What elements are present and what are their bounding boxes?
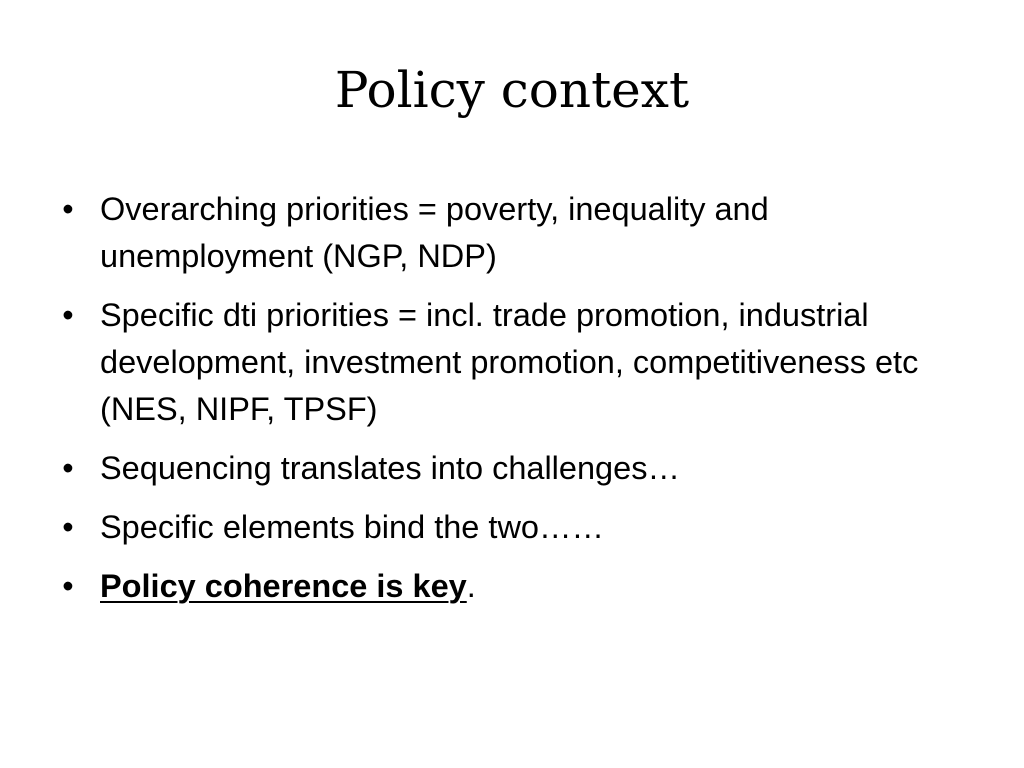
bullet-text: Overarching priorities = poverty, inequality and unemployment (NGP, NDP) — [100, 191, 769, 274]
bullet-text: Specific elements bind the two…… — [100, 509, 604, 545]
bullet-icon: • — [62, 297, 74, 333]
bullet-icon: • — [62, 450, 74, 486]
bullet-emphasis-text: Policy coherence is key — [100, 568, 467, 604]
bullet-item — [62, 563, 960, 610]
bullet-suffix: . — [466, 568, 476, 604]
bullet-text: Sequencing translates into challenges… — [100, 450, 680, 486]
bullet-item — [62, 445, 960, 492]
bullet-list — [62, 186, 960, 622]
bullet-item — [62, 292, 960, 433]
bullet-item — [62, 186, 960, 280]
bullet-icon: • — [62, 509, 74, 545]
slide-title: Policy context — [334, 61, 690, 119]
bullet-icon: • — [62, 191, 74, 227]
bullet-item — [62, 504, 960, 551]
bullet-text: Specific dti priorities = incl. trade promotion, industrial development, investment promotion, competitiveness etc (NES, NIPF, TPSF) — [100, 297, 919, 427]
bullet-icon: • — [62, 568, 74, 604]
